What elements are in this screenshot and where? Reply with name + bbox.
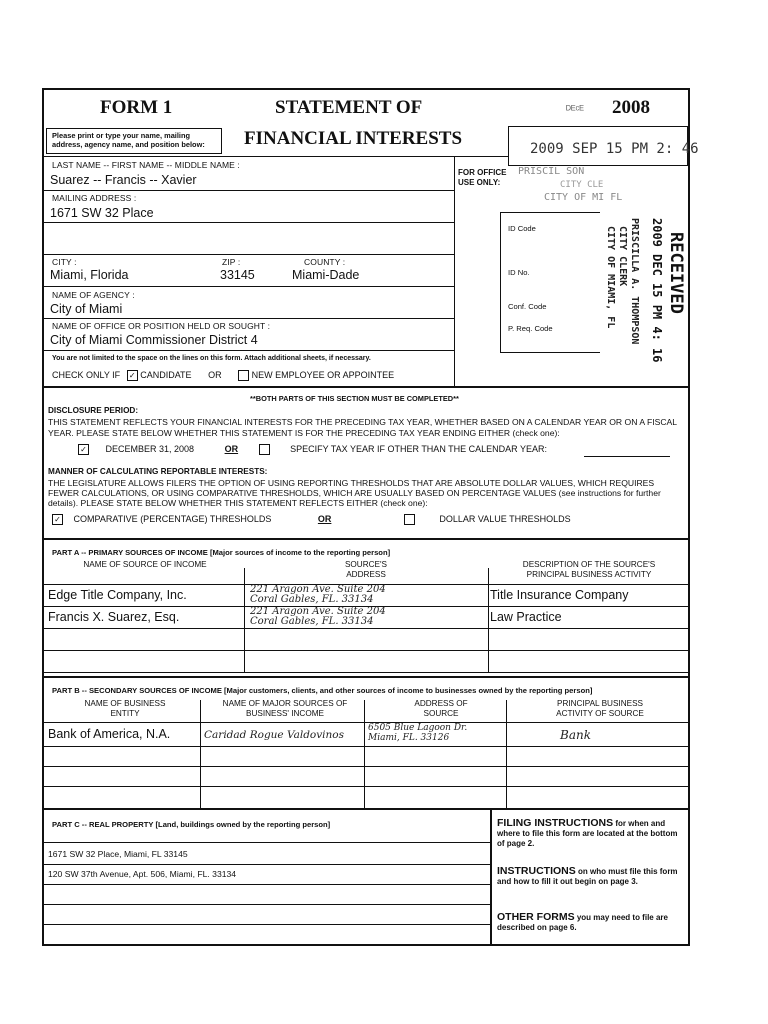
clerk-stamp-name: PRISCILLA A. THOMPSON [629,218,640,345]
office-box-bottom [500,352,600,353]
part-c-line [44,884,490,885]
city-label: CITY : [52,257,77,267]
threshold-options [52,514,571,525]
part-b-col-divider [200,700,201,808]
filer-zip: 33145 [220,268,255,282]
office-box-left [500,212,501,352]
divider [44,286,454,287]
form-year: 2008 [612,97,650,118]
part-a-col-divider [244,568,245,672]
dollar-label: DOLLAR VALUE THRESHOLDS [439,514,571,524]
part-b-note: [Major customers, clients, and other sources of income to businesses owned by the reporting person] [224,686,593,695]
space-note: You are not limited to the space on the lines on this form. Attach additional sheets, if necessary. [52,355,371,362]
disclosure-period-text: THIS STATEMENT REFLECTS YOUR FINANCIAL INTERESTS FOR THE PRECEDING TAX YEAR, WHETHER BASED ON A CALENDAR YEAR OR ON A FISCAL YEAR. PLEASE STATE BELOW WHETHER THIS STATEMENT IS FOR THE PRECEDING TAX YEAR ENDING EITHER (check one): [48,417,677,438]
part-a-row1-activity: Title Insurance Company [490,588,629,602]
office-use-label-1: FOR OFFICE [458,168,507,177]
other-year-checkbox[interactable] [259,444,270,455]
new-employee-checkbox[interactable] [238,370,249,381]
section-divider [42,808,690,810]
year-prefix: ᴰᴱᶜᴱ [566,104,584,116]
received-date-stamp: 2009 SEP 15 PM 2: 46 [530,141,699,157]
specify-year-line[interactable] [584,456,670,457]
zip-label: ZIP : [222,257,241,267]
print-instruction: Please print or type your name, mailing address, agency name, and position below: [52,131,205,149]
comparative-label: COMPARATIVE (PERCENTAGE) THRESHOLDS [73,514,272,524]
part-a-row2-activity: Law Practice [490,610,562,624]
section-divider [42,676,690,678]
part-b-row-line [44,766,688,767]
part-a-col-divider [488,568,489,672]
part-b-heading: PART B -- SECONDARY SOURCES OF INCOME [52,686,222,695]
instructions-title: INSTRUCTIONS [497,865,576,877]
instructions-text: on who must file this form and how to fill it out begin on page 3. [497,867,678,886]
part-b-col-address: ADDRESS OF SOURCE [414,699,468,718]
part-a-row2-address1: 221 Aragon Ave. Suite 204 [250,606,386,617]
part-a-row1-name: Edge Title Company, Inc. [48,588,187,602]
part-c-row1: 1671 SW 32 Place, Miami, FL 33145 [48,849,188,859]
county-label: COUNTY : [304,257,346,267]
office-label: NAME OF OFFICE OR POSITION HELD OR SOUGHT : [52,321,271,331]
part-a-note: [Major sources of income to the reporting person] [209,548,391,557]
filing-instructions-text: for when and where to file this form are located at the bottom of page 2. [497,819,678,848]
filing-instructions [497,818,683,849]
part-c-row2: 120 SW 37th Avenue, Apt. 506, Miami, FL. 33134 [48,869,237,879]
or-label: OR [208,370,222,380]
form-number: FORM 1 [100,97,173,118]
part-b-row-line [44,786,688,787]
dollar-checkbox[interactable] [404,514,415,525]
other-forms [497,912,683,933]
filer-address: 1671 SW 32 Place [50,206,154,220]
threshold-or: OR [317,514,332,524]
part-c-heading-row [52,820,330,829]
part-b-row-line [44,746,688,747]
divider [44,254,454,255]
part-a-row1-address1: 221 Aragon Ave. Suite 204 [250,584,386,595]
filer-office: City of Miami Commissioner District 4 [50,333,258,347]
title-line1: STATEMENT OF [275,97,423,118]
check-only-row [52,370,394,381]
divider [44,156,508,157]
filer-city: Miami, Florida [50,268,129,282]
divider [44,318,454,319]
part-c-instructions-divider [490,808,492,946]
filer-agency: City of Miami [50,302,123,316]
faint-stamp-line2: CITY CLE [560,180,604,190]
p-req-code-label: P. Req. Code [508,324,553,333]
part-b-row1-entity: Bank of America, N.A. [48,727,171,741]
part-a-heading-row [52,548,390,557]
office-use-divider [454,156,455,386]
divider [44,350,454,351]
part-b-heading-row [52,686,592,695]
received-rotated-stamp: RECEIVED [666,232,686,314]
part-b-row1-activity: Bank [560,728,591,742]
other-forms-title: OTHER FORMS [497,911,575,923]
id-code-label: ID Code [508,224,536,233]
dec31-checkbox[interactable]: ✓ [78,444,89,455]
address-label: MAILING ADDRESS : [52,193,137,203]
office-use-label-2: USE ONLY: [458,178,501,187]
part-b-header-line [44,722,688,723]
part-c-line [44,924,490,925]
part-a-row1-address2: Coral Gables, FL. 33134 [250,594,374,605]
who-must-file [497,866,683,887]
section-divider [42,538,690,540]
clerk-stamp-city: CITY OF MIAMI, FL [605,226,616,329]
part-b-row1-source: Caridad Rogue Valdovinos [204,729,345,741]
part-b-col-activity: PRINCIPAL BUSINESS ACTIVITY OF SOURCE [556,699,644,718]
title-line2: FINANCIAL INTERESTS [244,128,463,149]
part-b-row1-address2: Miami, FL. 33126 [368,733,450,743]
period-options [78,444,547,455]
divider [44,222,454,223]
part-c-note: [Land, buildings owned by the reporting person] [155,820,331,829]
office-box-top [500,212,600,213]
faint-stamp-line1: PRISCIL SON [518,166,585,177]
candidate-label: CANDIDATE [140,370,192,380]
part-a-col-address: SOURCE'S ADDRESS [344,560,388,579]
check-only-label: CHECK ONLY IF [52,370,121,380]
part-c-line [44,904,490,905]
comparative-checkbox[interactable]: ✓ [52,514,63,525]
part-a-row-line [44,628,688,629]
new-employee-label: NEW EMPLOYEE OR APPOINTEE [251,370,395,380]
agency-label: NAME OF AGENCY : [52,290,135,300]
filer-county: Miami-Dade [292,268,360,282]
both-parts-note: **BOTH PARTS OF THIS SECTION MUST BE COMPLETED** [250,394,459,403]
clerk-stamp-title: CITY CLERK [617,226,628,287]
name-label: LAST NAME -- FIRST NAME -- MIDDLE NAME : [52,160,240,170]
specify-year-label: SPECIFY TAX YEAR IF OTHER THAN THE CALENDAR YEAR: [290,444,548,454]
other-forms-text: you may need to file are described on page 6. [497,913,668,932]
disclosure-period-heading: DISCLOSURE PERIOD: [48,406,139,415]
part-b-col-sources: NAME OF MAJOR SOURCES OF BUSINESS' INCOME [222,699,348,718]
part-c-line [44,842,490,843]
divider [44,190,454,191]
section-divider [42,386,690,388]
part-b-col-entity: NAME OF BUSINESS ENTITY [84,699,166,718]
part-b-col-divider [506,700,507,808]
filer-name: Suarez -- Francis -- Xavier [50,173,197,187]
part-a-col-name: NAME OF SOURCE OF INCOME [83,560,207,569]
part-a-col-activity: DESCRIPTION OF THE SOURCE'S PRINCIPAL BUSINESS ACTIVITY [522,560,656,579]
part-c-line [44,864,490,865]
part-a-row2-name: Francis X. Suarez, Esq. [48,610,180,624]
id-no-label: ID No. [508,268,530,277]
part-a-heading: PART A -- PRIMARY SOURCES OF INCOME [52,548,208,557]
part-b-col-divider [364,700,365,808]
manner-heading: MANNER OF CALCULATING REPORTABLE INTERESTS: [48,467,268,476]
part-c-heading: PART C -- REAL PROPERTY [52,820,154,829]
manner-text: THE LEGISLATURE ALLOWS FILERS THE OPTION OF USING REPORTING THRESHOLDS THAT ARE ABSOLUTE DOLLAR VALUES, WHICH REQUIRES FEWER CALCULATIONS, OR USING COMPARATIVE THRESHOLDS, WHICH ARE USUALLY BASED ON PERCENTAGE VALUES (see instructions for further details). PLEASE STATE BELOW WHETHER THIS STATEMENT REFLECTS EITHER (check one): [48,478,661,508]
candidate-checkbox[interactable]: ✓ [127,370,138,381]
part-a-row-line [44,650,688,651]
dec31-label: DECEMBER 31, 2008 [105,444,195,454]
period-or: OR [224,444,239,454]
part-b-row1-address1: 6505 Blue Lagoon Dr. [368,723,468,733]
clerk-stamp-date: 2009 DEC 15 PM 4: 16 [650,218,664,363]
filing-instructions-title: FILING INSTRUCTIONS [497,817,614,829]
part-a-row-line [44,672,688,673]
conf-code-label: Conf. Code [508,302,547,311]
part-a-row2-address2: Coral Gables, FL. 33134 [250,616,374,627]
faint-stamp-line3: CITY OF MI FL [544,192,623,203]
